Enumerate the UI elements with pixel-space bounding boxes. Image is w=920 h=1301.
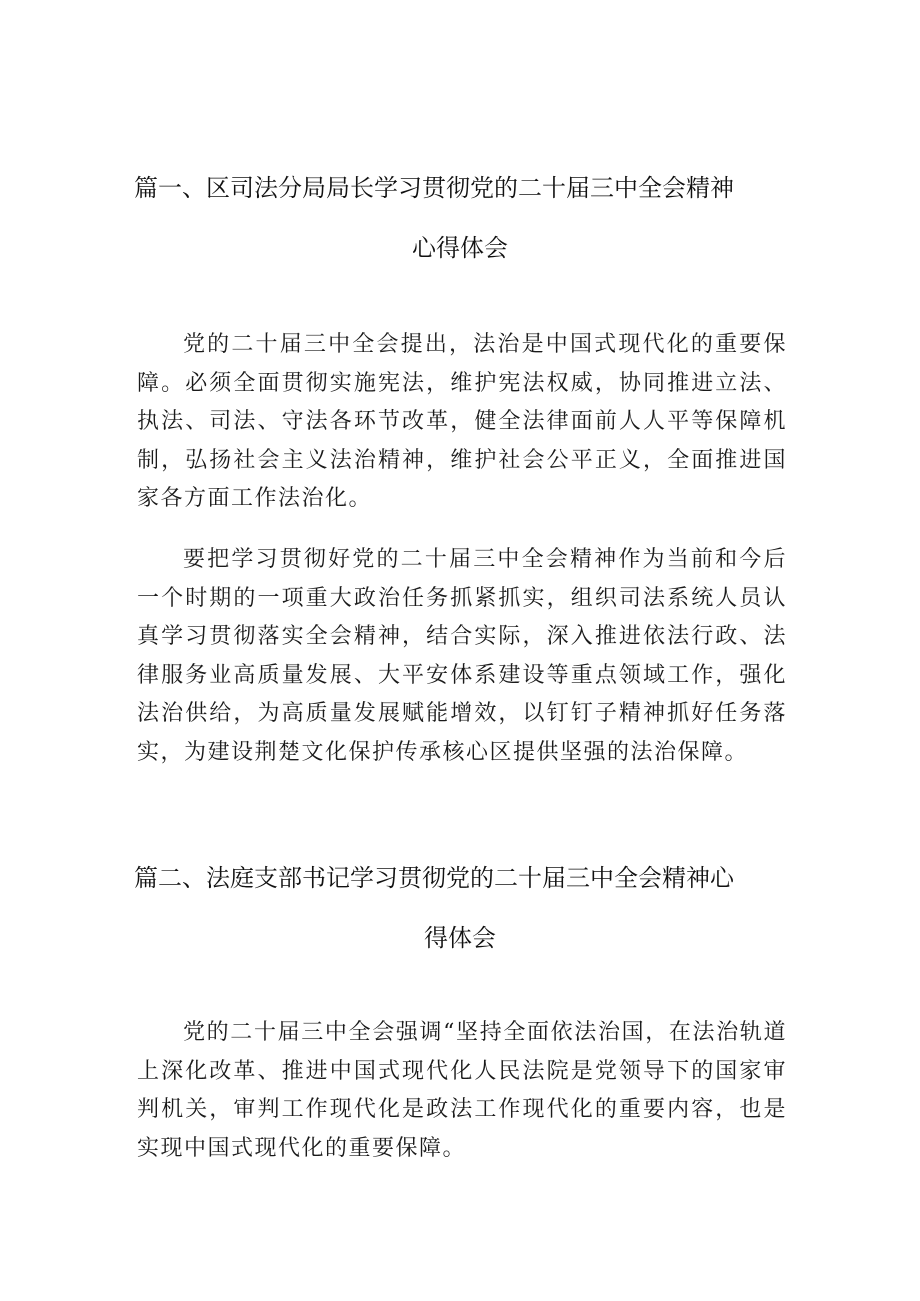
section-1-title-line-1: 篇一、区司法分局局长学习贯彻党的二十届三中全会精神 [134,174,734,202]
section-2-title-line-2: 得体会 [424,924,496,952]
section-1-paragraph-1: 党的二十届三中全会提出，法治是中国式现代化的重要保障。必须全面贯彻实施宪法，维护宪法权威，协同推进立法、执法、司法、守法各环节改革，健全法律面前人人平等保障机制，弘扬社会主义法治精神，维护社会公平正义，全面推进国家各方面工作法治化。 [137,332,787,511]
section-1-paragraph-2: 要把学习贯彻好党的二十届三中全会精神作为当前和今后一个时期的一项重大政治任务抓紧抓实，组织司法系统人员认真学习贯彻落实全会精神，结合实际，深入推进依法行政、法律服务业高质量发展、大平安体系建设等重点领域工作，强化法治供给，为高质量发展赋能增效，以钉钉子精神抓好任务落实，为建设荆楚文化保护传承核心区提供坚强的法治保障。 [137,547,787,765]
section-1-title-line-2: 心得体会 [412,234,508,262]
section-2-title-line-1: 篇二、法庭支部书记学习贯彻党的二十届三中全会精神心 [134,864,734,892]
section-2-paragraph-1: 党的二十届三中全会强调“坚持全面依法治国，在法治轨道上深化改革、推进中国式现代化人民法院是党领导下的国家审判机关，审判工作现代化是政法工作现代化的重要内容，也是实现中国式现代化的重要保障。 [137,1020,787,1161]
